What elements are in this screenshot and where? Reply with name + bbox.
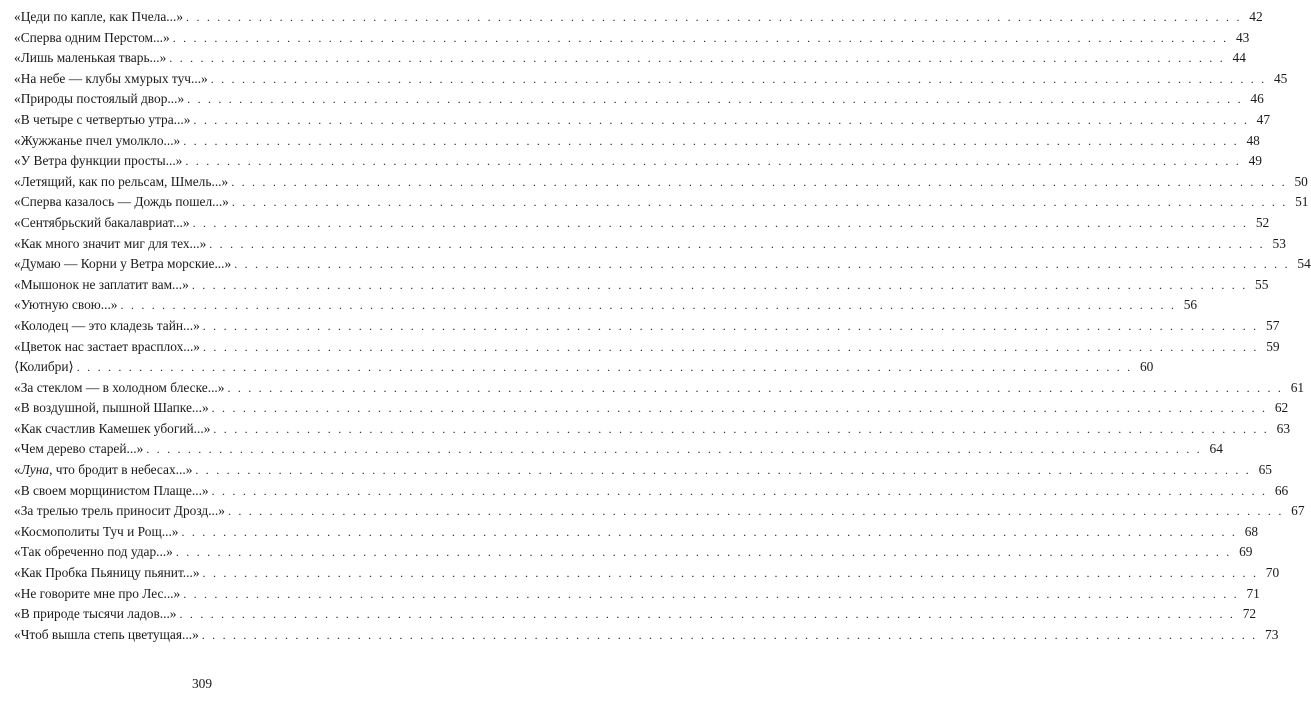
toc-entry-page: 53 — [1272, 235, 1286, 251]
toc-entry-page: 60 — [1139, 359, 1154, 375]
toc-entry-title: «Космополиты Туч и Рощ...» — [14, 523, 179, 539]
toc-dot-leader — [209, 234, 1265, 255]
toc-entry-title: «Думаю — Корни у Ветра морские...» — [14, 256, 232, 272]
toc-entry — [14, 522, 1259, 543]
toc-entry — [14, 275, 1269, 296]
toc-dot-leader — [212, 481, 1268, 502]
toc-entry-title: «В воздушной, пышной Шапке...» — [14, 400, 209, 416]
toc-entry-title: «На небе — клубы хмурых туч...» — [14, 70, 208, 86]
toc-dot-leader — [173, 28, 1229, 49]
toc-entry-title: «Как много значит миг для тех...» — [14, 235, 207, 251]
toc-entry-title: «Природы постоялый двор...» — [14, 91, 185, 107]
toc-entry-page: 54 — [1297, 256, 1311, 272]
toc-entry-page: 45 — [1273, 70, 1288, 86]
toc-entry — [14, 69, 1288, 90]
toc-entry-page: 67 — [1291, 503, 1305, 519]
toc-dot-leader — [183, 584, 1239, 605]
toc-dot-leader — [195, 460, 1251, 481]
toc-dot-leader — [186, 7, 1242, 28]
toc-entry — [14, 254, 1311, 275]
toc-entry-page: 47 — [1256, 111, 1271, 127]
toc-entry-page: 61 — [1290, 379, 1305, 395]
toc-entry — [14, 131, 1260, 152]
toc-entry — [14, 7, 1263, 28]
toc-dot-leader — [192, 275, 1248, 296]
toc-dot-leader — [193, 213, 1249, 234]
toc-dot-leader — [232, 192, 1288, 213]
toc-entry — [14, 563, 1280, 584]
toc-entry — [14, 584, 1260, 605]
toc-entry — [14, 316, 1280, 337]
toc-entry — [14, 460, 1272, 481]
toc-entry-page: 44 — [1232, 50, 1246, 66]
toc-entry-title: ⟨Колибри⟩ — [14, 359, 74, 375]
toc-entry — [14, 439, 1223, 460]
toc-entry-page: 48 — [1246, 132, 1260, 148]
toc-entry-page: 68 — [1244, 523, 1259, 539]
toc-entry-page: 52 — [1255, 214, 1270, 230]
toc-dot-leader — [176, 542, 1232, 563]
toc-entry-title: «Колодец — это кладезь тайн...» — [14, 317, 200, 333]
toc-entry-page: 62 — [1274, 400, 1289, 416]
toc-entry-title: «Сперва одним Перстом...» — [14, 29, 170, 45]
toc-entry-title: «Так обреченно под удар...» — [14, 544, 173, 560]
toc-entry — [14, 604, 1257, 625]
toc-entry-title: «Чтоб вышла степь цветущая...» — [14, 626, 199, 642]
toc-entry-title: «За стеклом — в холодном блеске...» — [14, 379, 225, 395]
table-of-contents — [14, 7, 1311, 645]
toc-entry — [14, 378, 1305, 399]
toc-dot-leader — [193, 110, 1249, 131]
toc-dot-leader — [212, 398, 1268, 419]
toc-entry-title: «Жужжанье пчел умолкло...» — [14, 132, 181, 148]
toc-dot-leader — [202, 625, 1258, 646]
toc-entry — [14, 357, 1154, 378]
toc-dot-leader — [183, 131, 1239, 152]
toc-entry-page: 59 — [1266, 338, 1280, 354]
toc-entry — [14, 48, 1246, 69]
toc-dot-leader — [187, 89, 1243, 110]
toc-entry — [14, 172, 1308, 193]
toc-dot-leader — [182, 522, 1238, 543]
toc-entry-title: «За трелью трель приносит Дрозд...» — [14, 503, 225, 519]
toc-entry-title: «В четыре с четвертью утра...» — [14, 111, 191, 127]
toc-entry-title: «Цеди по капле, как Пчела...» — [14, 9, 184, 24]
toc-entry — [14, 501, 1305, 522]
toc-entry-title: «Цветок нас застает врасплох...» — [14, 338, 201, 354]
toc-dot-leader — [231, 172, 1287, 193]
toc-entry — [14, 89, 1264, 110]
toc-entry — [14, 213, 1270, 234]
toc-entry — [14, 419, 1291, 440]
toc-entry-page: 72 — [1242, 606, 1257, 622]
toc-entry — [14, 192, 1309, 213]
toc-entry-page: 56 — [1183, 297, 1198, 313]
toc-entry-title: «У Ветра функции просты...» — [14, 153, 183, 169]
toc-entry-page: 49 — [1248, 153, 1262, 169]
toc-dot-leader — [203, 337, 1259, 358]
page-number: 309 — [191, 676, 213, 691]
toc-entry — [14, 28, 1250, 49]
toc-dot-leader — [211, 69, 1267, 90]
toc-entry-title: «Как счастлив Камешек убогий...» — [14, 420, 211, 436]
toc-entry-title: «Сентябрьский бакалавриат...» — [14, 214, 190, 230]
toc-entry-page: 57 — [1266, 317, 1280, 333]
toc-entry-page: 50 — [1294, 173, 1308, 189]
toc-dot-leader — [169, 48, 1225, 69]
toc-entry-title: «В своем морщинистом Плаще...» — [14, 482, 209, 498]
toc-entry-page: 65 — [1258, 462, 1272, 478]
toc-entry-title: «Чем дерево старей...» — [14, 441, 144, 457]
toc-entry-page: 71 — [1246, 585, 1260, 601]
toc-entry-title: «Уютную свою...» — [14, 297, 118, 313]
toc-entry — [14, 337, 1280, 358]
toc-dot-leader — [203, 563, 1259, 584]
toc-entry-title: «Луна, что бродит в небесах...» — [14, 462, 193, 478]
toc-dot-leader — [203, 316, 1259, 337]
toc-entry — [14, 481, 1289, 502]
toc-entry-page: 51 — [1295, 194, 1309, 210]
toc-dot-leader — [185, 151, 1241, 172]
toc-entry-page: 66 — [1274, 482, 1289, 498]
toc-entry-page: 64 — [1209, 441, 1223, 457]
toc-entry-page: 55 — [1255, 276, 1269, 292]
toc-dot-leader — [213, 419, 1269, 440]
toc-dot-leader — [146, 439, 1202, 460]
toc-entry — [14, 295, 1198, 316]
toc-dot-leader — [77, 357, 1133, 378]
toc-entry-title: «Лишь маленькая тварь...» — [14, 50, 167, 66]
toc-entry-page: 69 — [1239, 544, 1253, 560]
toc-entry — [14, 625, 1279, 646]
toc-entry — [14, 398, 1289, 419]
toc-dot-leader — [227, 378, 1283, 399]
toc-entry-page: 46 — [1250, 91, 1264, 107]
toc-entry-title: «Не говорите мне про Лес...» — [14, 585, 181, 601]
toc-entry-title: «Сперва казалось — Дождь пошел...» — [14, 194, 229, 210]
toc-entry-title: «Летящий, как по рельсам, Шмель...» — [14, 173, 229, 189]
toc-dot-leader — [234, 254, 1290, 275]
toc-entry-page: 73 — [1265, 626, 1279, 642]
toc-entry-title: «Мышонок не заплатит вам...» — [14, 276, 189, 292]
toc-entry — [14, 151, 1262, 172]
toc-entry-title: «В природе тысячи ладов...» — [14, 606, 177, 622]
toc-dot-leader — [180, 604, 1236, 625]
toc-entry — [14, 542, 1253, 563]
toc-entry — [14, 234, 1286, 255]
toc-entry-page: 70 — [1265, 565, 1280, 581]
toc-entry-page: 42 — [1249, 9, 1263, 24]
toc-dot-leader — [228, 501, 1284, 522]
toc-entry — [14, 110, 1271, 131]
toc-entry-page: 63 — [1276, 420, 1291, 436]
toc-entry-page: 43 — [1235, 29, 1250, 45]
toc-entry-title: «Как Пробка Пьяницу пьянит...» — [14, 565, 200, 581]
toc-dot-leader — [121, 295, 1177, 316]
